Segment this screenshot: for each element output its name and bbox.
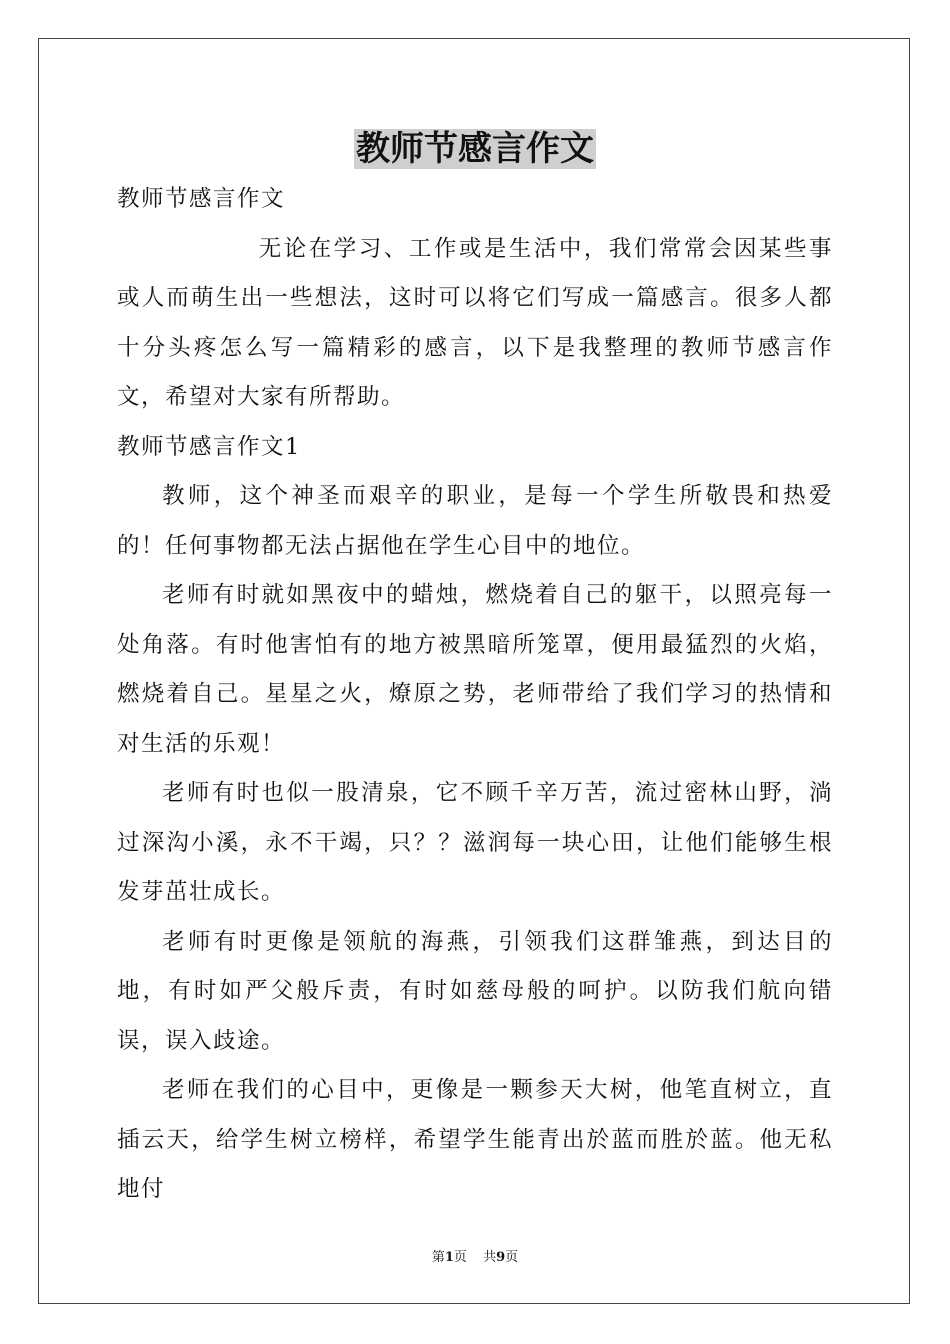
body-paragraph-3: 老师有时也似一股清泉，它不顾千辛万苦，流过密林山野，淌过深沟小溪，永不干竭，只？？滋润每一块心田，让他们能够生根发芽茁壮成长。	[117, 780, 833, 905]
document-title-text: 教师节感言作文	[356, 129, 594, 169]
document-body	[117, 175, 833, 1215]
body-paragraph-5: 老师在我们的心目中，更像是一颗参天大树，他笔直树立，直插云天，给学生树立榜样，希望学生能青出於蓝而胜於蓝。他无私地付	[117, 1077, 833, 1202]
body-paragraph-1: 教师，这个神圣而艰辛的职业，是每一个学生所敬畏和热爱的！任何事物都无法占据他在学生心目中的地位。	[117, 483, 833, 559]
body-paragraph-4: 老师有时更像是领航的海燕，引领我们这群雏燕，到达目的地，有时如严父般斥责，有时如慈母般的呵护。以防我们航向错误，误入歧途。	[117, 928, 833, 1054]
page-footer	[0, 1248, 950, 1268]
document-title	[0, 126, 950, 172]
subtitle-paragraph: 教师节感言作文	[117, 186, 286, 212]
section-heading: 教师节感言作文1	[117, 433, 301, 460]
page-number: 第1页	[431, 1250, 467, 1265]
body-paragraph-2: 老师有时就如黑夜中的蜡烛，燃烧着自己的躯干，以照亮每一处角落。有时他害怕有的地方被黑暗所笼罩，便用最猛烈的火焰，燃烧着自己。星星之火，燎原之势，老师带给了我们学习的热情和对生活的乐观！	[117, 582, 833, 757]
intro-paragraph: 无论在学习、工作或是生活中，我们常常会因某些事或人而萌生出一些想法，这时可以将它们写成一篇感言。很多人都十分头疼怎么写一篇精彩的感言，以下是我整理的教师节感言作文，希望对大家有所帮助。	[117, 235, 833, 410]
page-total: 共9页	[483, 1250, 519, 1265]
